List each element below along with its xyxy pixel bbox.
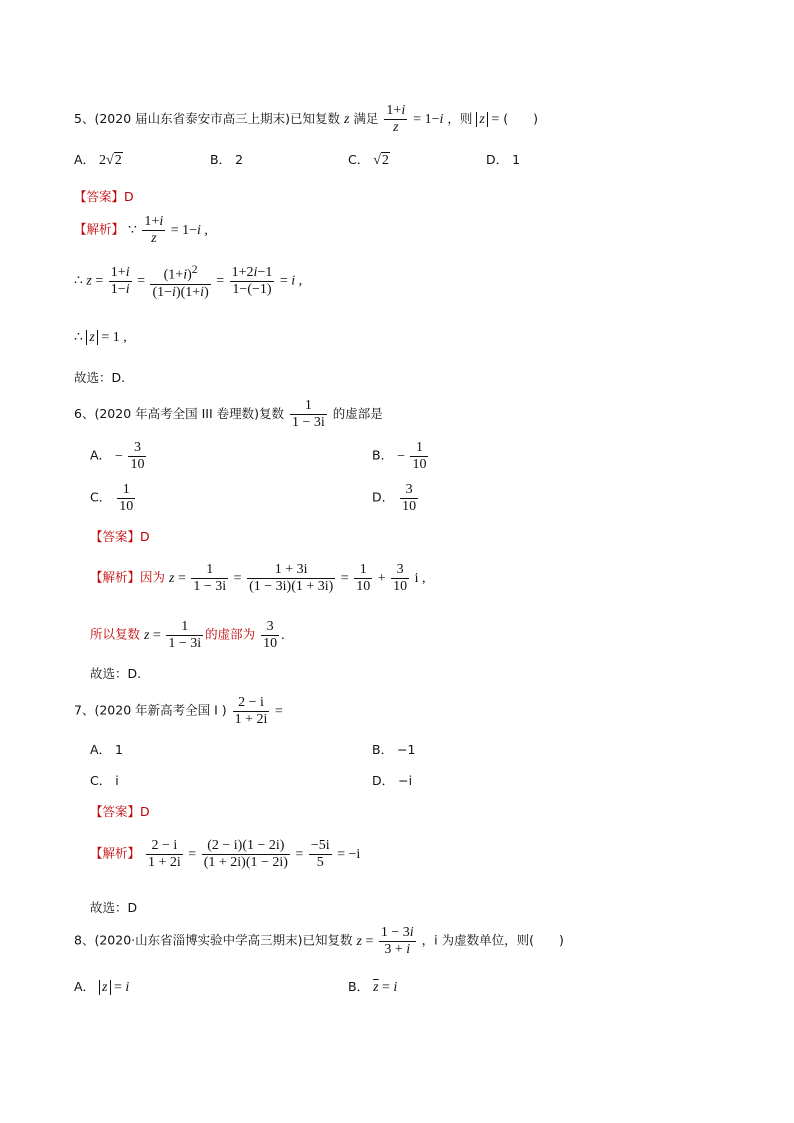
- q6-option-b-value: − $\frac{1}{10}$: [397, 440, 427, 472]
- q8-stem-suffix: ，i 为虚数单位，则( ): [421, 932, 564, 948]
- q6-option-d-value: $\frac{3}{10}$: [402, 482, 417, 514]
- q6-answer-value: D: [140, 529, 150, 544]
- q7-option-d-value: −i: [398, 773, 413, 788]
- q5-option-c-value: √2: [373, 153, 389, 168]
- q7-option-d: D． −i: [372, 773, 413, 788]
- q6-stem-suffix: 的虚部是: [332, 406, 383, 421]
- q7-answer-tag: 【答案】: [90, 804, 141, 819]
- q5-modulus: z =: [476, 112, 499, 127]
- q6-option-c-value: $\frac{1}{10}$: [119, 482, 134, 514]
- q5-stem-then: ，则: [447, 111, 473, 126]
- q6-answer-tag: 【答案】: [90, 529, 141, 544]
- q8-expression: z = $\frac{1 - 3i}{3 + i}$: [356, 925, 414, 957]
- q7-conclusion: 故选：D: [90, 900, 138, 915]
- q5-answer-tag: 【答案】: [74, 189, 125, 204]
- q5-analysis-line2: ∴ z = $\frac{1+i}{1-i}$ = $\frac{(1+i)^2}{(1-i)(1+i)}$ = $\frac{1+2i-1}{1-(-1)}$ = i ,: [74, 263, 303, 300]
- q6-option-d: D． $\frac{3}{10}$: [372, 482, 420, 515]
- q7-expression: $\frac{2 - i}{1 + 2i}$ =: [234, 695, 283, 727]
- q5-answer-value: D: [124, 189, 134, 204]
- q6-conclusion: 故选：D.: [90, 666, 142, 681]
- q6-answer: [90, 527, 150, 545]
- q6-analysis-line2: 所以复数 z = $\frac{1}{1 - 3i}$ 的虚部为 $\frac{3}{10}$ .: [90, 619, 285, 651]
- q5-option-a: A． 2√2: [74, 152, 122, 168]
- q8-option-b: B． $\overline{z} = i$: [348, 979, 398, 995]
- q5-option-a-value: 2√2: [99, 153, 122, 168]
- q8-option-b-value: $\overline{z} = i$: [373, 980, 398, 995]
- q7-option-a: A． 1: [90, 742, 123, 757]
- q5-analysis-tag: 【解析】: [74, 221, 125, 237]
- q5-option-b: B． 2: [210, 152, 244, 167]
- q7-option-b-value: −1: [397, 742, 416, 757]
- q7-analysis: 【解析】 $\frac{2 - i}{1 + 2i}$ = $\frac{(2 - i)(1 - 2i)}{(1 + 2i)(1 - 2i)}$ = $\frac{-5i}{5}$ = −i: [90, 838, 361, 870]
- q5-analysis-line1: 【解析】 ∵ $\frac{1+i}{z}$ = 1−i ,: [74, 214, 208, 246]
- q6-analysis-line1: 【解析】因为 z = $\frac{1}{1 - 3i}$ = $\frac{1 + 3i}{(1 - 3i)(1 + 3i)}$ = $\frac{1}{10}$ + $\frac{3}{10}$ i ,: [90, 562, 426, 594]
- q5-answer: [74, 187, 134, 205]
- q5-fraction: $\frac{1+i}{z}$: [386, 103, 406, 135]
- q6-because: 因为: [140, 569, 166, 585]
- q6-stem: [74, 398, 383, 431]
- q5-blank: ( ): [503, 111, 538, 126]
- q7-option-b: B． −1: [372, 742, 416, 757]
- q8-option-a: A． z = i: [74, 979, 130, 995]
- q8-stem-prefix: 8、(2020·山东省淄博实验中学高三期末)已知复数: [74, 932, 353, 948]
- q5-stem-prefix: 5、(2020 届山东省泰安市高三上期末)已知复数: [74, 111, 340, 126]
- q6-fraction: $\frac{1}{1 - 3i}$: [291, 398, 325, 430]
- q6-option-c: C． $\frac{1}{10}$: [90, 482, 137, 515]
- q5-stem: [74, 103, 538, 136]
- q7-analysis-tag: 【解析】: [90, 845, 141, 861]
- q8-option-a-value: z = i: [99, 980, 129, 995]
- q5-equation-rhs: = 1−i: [413, 112, 444, 127]
- q7-option-a-value: 1: [115, 742, 123, 757]
- q6-option-b: B． − $\frac{1}{10}$: [372, 440, 430, 473]
- q5-option-d-value: 1: [512, 152, 521, 167]
- q6-so-mid: 的虚部为: [205, 626, 256, 642]
- q7-stem: [74, 695, 283, 728]
- q7-option-c: C． i: [90, 773, 119, 788]
- q7-answer: [90, 802, 150, 820]
- q8-stem: [74, 925, 564, 958]
- q6-so-prefix: 所以复数: [90, 626, 141, 642]
- q7-option-c-value: i: [115, 773, 119, 788]
- q5-conclusion: 故选：D.: [74, 370, 126, 385]
- q5-option-c: C． √2: [348, 152, 389, 168]
- q5-analysis-line3: ∴ z = 1 ,: [74, 330, 127, 345]
- q7-answer-value: D: [140, 804, 150, 819]
- q6-option-a-value: − $\frac{3}{10}$: [115, 440, 145, 472]
- q6-analysis-tag: 【解析】: [90, 569, 141, 585]
- q7-stem-prefix: 7、(2020 年新高考全国 I ): [74, 702, 227, 718]
- q6-option-a: A． − $\frac{3}{10}$: [90, 440, 148, 473]
- q5-stem-mid: 满足: [353, 111, 379, 126]
- q5-variable-z: z: [343, 112, 350, 127]
- q5-option-b-value: 2: [235, 152, 244, 167]
- q5-option-d: D． 1: [486, 152, 521, 167]
- q6-stem-prefix: 6、(2020 年高考全国 III 卷理数)复数: [74, 406, 284, 421]
